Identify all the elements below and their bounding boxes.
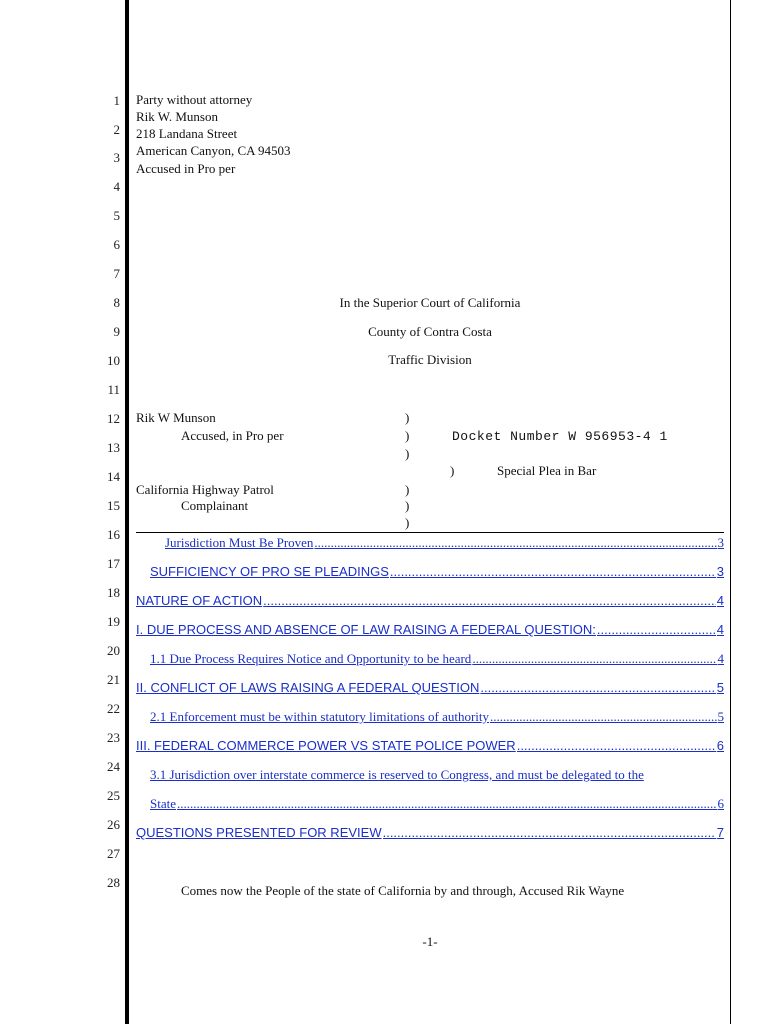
toc-entry-title: NATURE OF ACTION [136,593,263,608]
court-county: County of Contra Costa [368,324,492,339]
line-number: 1 [113,93,120,108]
line-number: 4 [113,179,120,194]
line-number: 19 [107,614,120,629]
toc-entry[interactable] [136,622,724,637]
header-line: American Canyon, CA 94503 [136,143,291,158]
toc-entry-title: III. FEDERAL COMMERCE POWER VS STATE POLICE POWER [136,738,516,753]
line-number: 22 [107,701,120,716]
header-line: Accused in Pro per [136,161,236,176]
toc-entry-page: 4 [716,593,724,608]
toc-entry-title: State [150,796,176,811]
toc-entry[interactable] [136,680,724,695]
line-number: 25 [107,788,120,803]
caption-paren: ) [405,428,410,443]
toc-leader [314,535,716,551]
line-number: 3 [113,150,120,165]
court-division: Traffic Division [388,352,472,367]
party-accused-role: Accused, in Pro per [181,428,284,443]
plea-title: Special Plea in Bar [497,463,597,478]
toc-entry[interactable] [136,564,724,579]
toc-leader [490,709,716,725]
toc-entry-page: 6 [717,796,724,811]
docket-number: Docket Number W 956953-4 1 [452,429,668,444]
line-number: 26 [107,817,120,832]
toc-entry-page: 6 [716,738,724,753]
toc-entry-page: 4 [716,622,724,637]
toc-entry-title: 2.1 Enforcement must be within statutory limitations of authority [150,709,490,724]
caption-paren: ) [405,515,410,530]
toc-entry[interactable] [136,535,724,551]
line-number: 28 [107,875,120,890]
line-number: 8 [113,295,120,310]
caption-paren: ) [450,463,455,478]
line-number: 27 [107,846,120,861]
line-number: 7 [113,266,120,281]
line-number: 5 [113,208,120,223]
line-number: 6 [113,237,120,252]
toc-entry-page: 5 [717,709,724,724]
toc-entry[interactable] [136,593,724,608]
toc-leader [177,796,717,812]
line-number: 21 [107,672,120,687]
court-name: In the Superior Court of California [339,295,521,310]
line-number: 24 [107,759,120,774]
caption-paren: ) [405,446,410,461]
line-number: 18 [107,585,120,600]
toc-entry-title: I. DUE PROCESS AND ABSENCE OF LAW RAISING A FEDERAL QUESTION: [136,622,596,637]
toc-entry-title: 1.1 Due Process Requires Notice and Opportunity to be heard [150,651,472,666]
body-paragraph: Comes now the People of the state of California by and through, Accused Rik Wayne [181,883,625,898]
line-number: 11 [107,382,120,397]
caption-divider [136,532,724,533]
toc-entry[interactable] [136,651,724,667]
right-margin-rule [730,0,731,1024]
line-number: 23 [107,730,120,745]
party-complainant-role: Complainant [181,498,249,513]
header-line: Party without attorney [136,92,253,107]
header-line: Rik W. Munson [136,109,218,124]
toc-entry[interactable] [136,825,724,840]
line-number: 15 [107,498,120,513]
line-number: 13 [107,440,120,455]
party-complainant: California Highway Patrol [136,482,274,497]
line-number: 16 [107,527,120,542]
line-number: 2 [113,122,120,137]
page-number: -1- [422,934,438,949]
line-number: 10 [107,353,120,368]
toc-entry-title: Jurisdiction Must Be Proven [165,535,314,550]
line-number: 9 [113,324,120,339]
toc-entry-page: 7 [716,825,724,840]
line-number: 17 [107,556,120,571]
header-line: 218 Landana Street [136,126,238,141]
toc-entry-title: SUFFICIENCY OF PRO SE PLEADINGS [150,564,389,579]
toc-leader [390,564,716,579]
toc-leader [597,622,716,637]
toc-leader [472,651,716,667]
caption-paren: ) [405,482,410,497]
left-margin-rule [125,0,129,1024]
line-number: 20 [107,643,120,658]
toc-entry[interactable] [136,767,724,783]
toc-entry[interactable] [136,738,724,753]
toc-leader [263,593,716,608]
caption-paren: ) [405,498,410,513]
party-accused: Rik W Munson [136,410,216,425]
toc-entry[interactable] [136,709,724,725]
toc-leader [480,680,715,695]
toc-leader [517,738,716,753]
toc-entry[interactable] [136,796,724,812]
toc-entry-page: 3 [716,564,724,579]
line-number: 12 [107,411,120,426]
line-number: 14 [107,469,120,484]
toc-entry-title: QUESTIONS PRESENTED FOR REVIEW [136,825,382,840]
toc-entry-title: 3.1 Jurisdiction over interstate commerce is reserved to Congress, and must be delegated to the [150,767,644,782]
caption-paren: ) [405,410,410,425]
toc-leader [383,825,716,840]
toc-entry-page: 3 [717,535,724,550]
toc-entry-title: II. CONFLICT OF LAWS RAISING A FEDERAL QUESTION [136,680,480,695]
toc-entry-page: 5 [716,680,724,695]
toc-entry-page: 4 [717,651,724,666]
